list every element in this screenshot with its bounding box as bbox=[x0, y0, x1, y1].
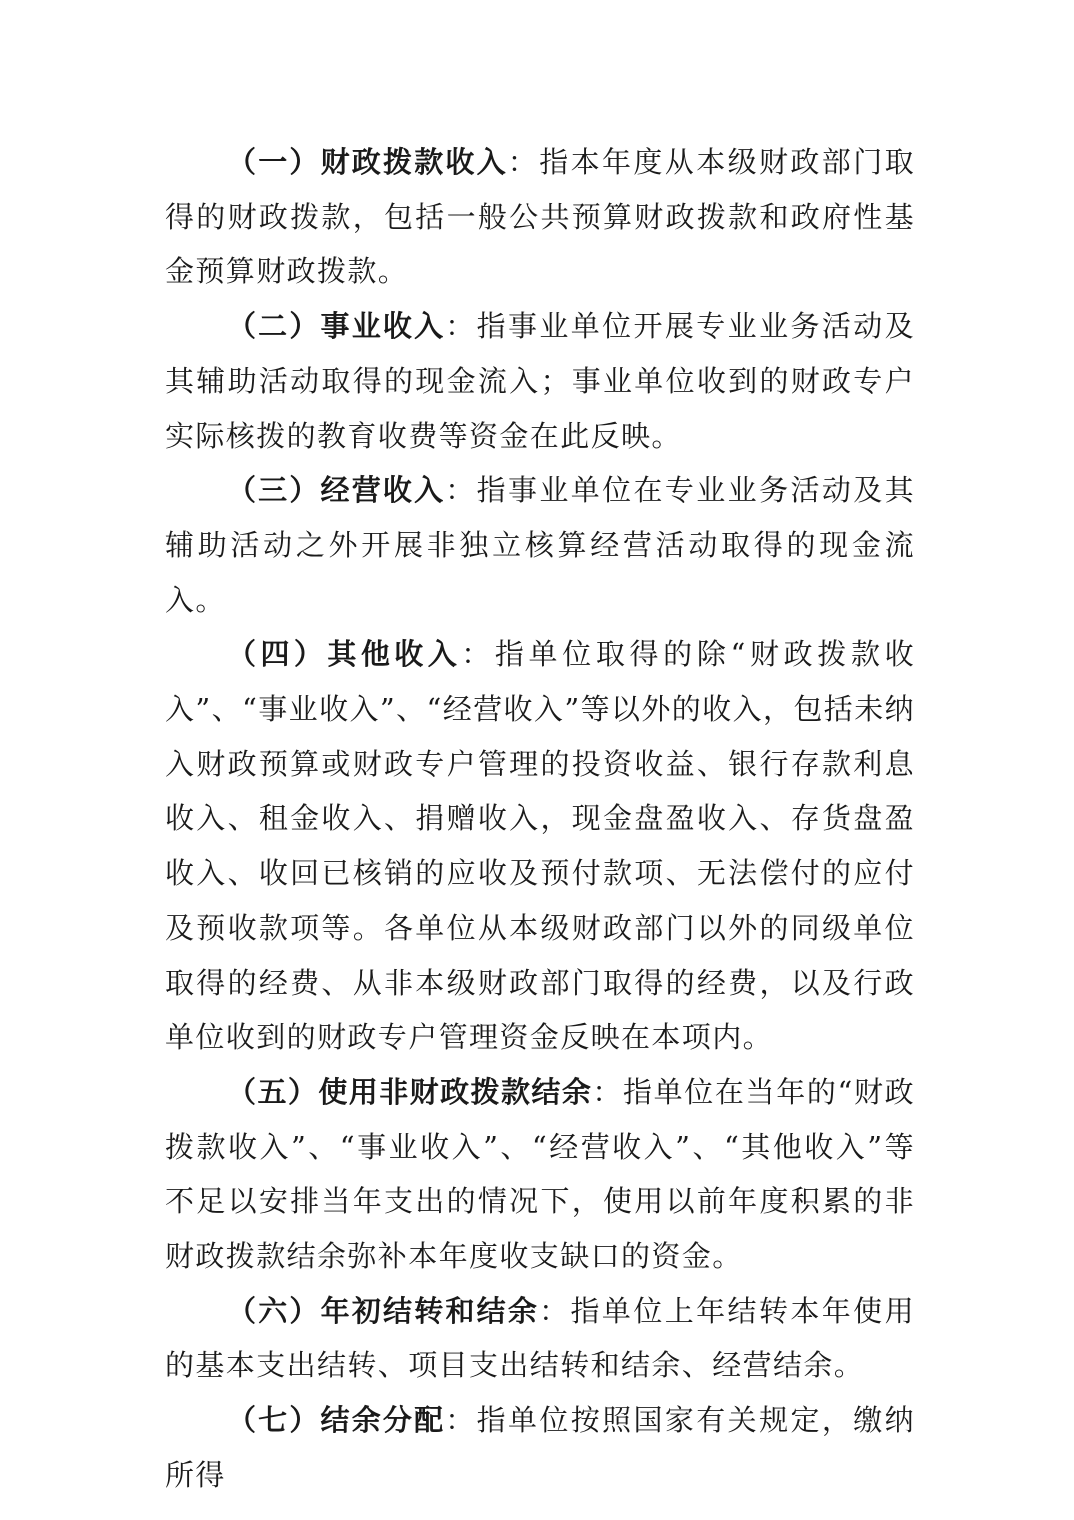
paragraph-heading: （七）结余分配 bbox=[227, 1403, 446, 1438]
paragraph-item-7 bbox=[165, 1393, 915, 1502]
paragraph-item-3 bbox=[165, 463, 915, 627]
paragraph-item-5 bbox=[165, 1065, 915, 1284]
paragraph-text: ：指事业单位在专业业务活动及其辅助活动之外开展非独立核算经营活动取得的现金流入。 bbox=[165, 473, 915, 617]
paragraph-heading: （三）经营收入 bbox=[227, 473, 446, 508]
paragraph-text: ：指单位按照国家有关规定，缴纳所得 bbox=[165, 1403, 915, 1492]
paragraph-heading: （六）年初结转和结余 bbox=[227, 1293, 540, 1328]
paragraph-item-4 bbox=[165, 627, 915, 1065]
paragraph-text: ：指单位上年结转本年使用的基本支出结转、项目支出结转和结余、经营结余。 bbox=[165, 1293, 915, 1383]
paragraph-item-6 bbox=[165, 1284, 915, 1393]
paragraph-text: ：指本年度从本级财政部门取得的财政拨款，包括一般公共预算财政拨款和政府性基金预算财政拨款。 bbox=[165, 145, 915, 289]
paragraph-item-2 bbox=[165, 299, 915, 463]
paragraph-text: ：指单位在当年的“财政拨款收入”、“事业收入”、“经营收入”、“其他收入”等不足以安排当年支出的情况下，使用以前年度积累的非财政拨款结余弥补本年度收支缺口的资金。 bbox=[165, 1074, 915, 1274]
paragraph-heading: （一）财政拨款收入 bbox=[227, 145, 508, 179]
paragraph-heading: （五）使用非财政拨款结余 bbox=[227, 1074, 593, 1109]
paragraph-text: ：指事业单位开展专业业务活动及其辅助活动取得的现金流入；事业单位收到的财政专户实际核拨的教育收费等资金在此反映。 bbox=[165, 309, 915, 453]
paragraph-heading: （四）其他收入 bbox=[227, 637, 462, 672]
paragraph-item-1 bbox=[165, 135, 915, 299]
paragraph-text: ：指单位取得的除“财政拨款收入”、“事业收入”、“经营收入”等以外的收入，包括未纳入财政预算或财政专户管理的投资收益、银行存款利息收入、租金收入、捐赠收入，现金盘盈收入、存货盘盈收入、收回已核销的应收及预付款项、无法偿付的应付及预收款项等。各单位从本级财政部门以外的同级单位取得的经费、从非本级财政部门取得的经费，以及行政单位收到的财政专户管理资金反映在本项内。 bbox=[165, 637, 915, 1055]
paragraph-heading: （二）事业收入 bbox=[227, 309, 446, 344]
document-body bbox=[165, 135, 915, 1503]
